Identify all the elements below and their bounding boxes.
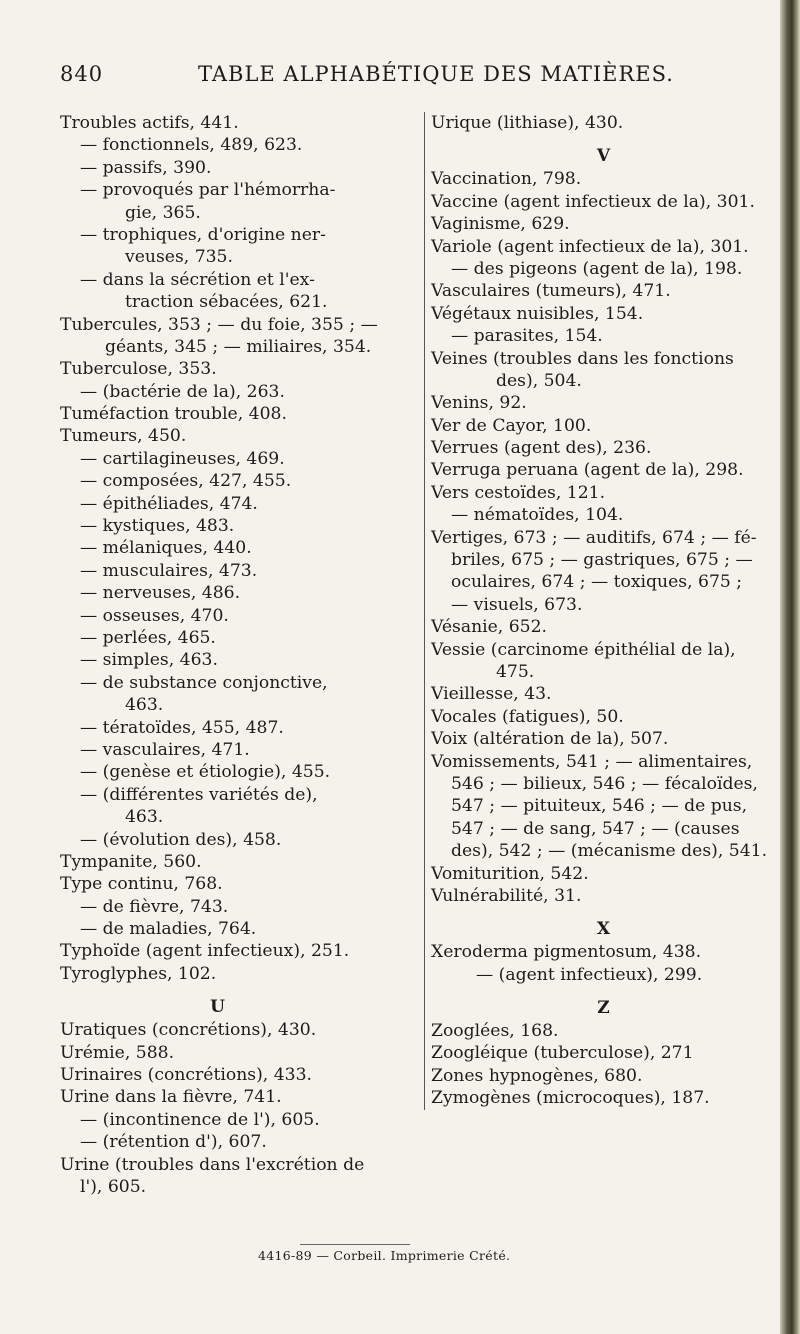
index-entry: Type continu, 768. — [60, 874, 223, 895]
index-entry: Veines (troubles dans les fonctions — [431, 348, 734, 369]
index-entry: Urine (troubles dans l'excrétion de — [60, 1154, 365, 1175]
index-entry: Verruga peruana (agent de la), 298. — [431, 460, 744, 481]
index-entry: 475. — [496, 661, 535, 682]
index-entry: — kystiques, 483. — [80, 516, 235, 537]
index-entry: Zones hypnogènes, 680. — [431, 1065, 643, 1086]
index-entry: — simples, 463. — [80, 650, 218, 671]
index-entry: — (genèse et étiologie), 455. — [80, 762, 331, 783]
index-entry: Tubercules, 353 ; — du foie, 355 ; — — [60, 314, 378, 335]
index-entry: — (bactérie de la), 263. — [80, 381, 285, 402]
index-entry: — (évolution des), 458. — [80, 829, 282, 850]
index-entry: Zooglées, 168. — [431, 1021, 559, 1042]
index-entry: — provoqués par l'hémorrha- — [80, 180, 336, 201]
index-entry: Verrues (agent des), 236. — [431, 438, 652, 459]
index-entry: 547 ; — pituiteux, 546 ; — de pus, — [451, 796, 748, 817]
index-entry: — visuels, 673. — [451, 594, 583, 615]
index-entry: Ver de Cayor, 100. — [431, 415, 592, 436]
index-entry: Variole (agent infectieux de la), 301. — [431, 236, 749, 257]
index-entry: — nématoïdes, 104. — [451, 505, 624, 526]
index-entry: Urique (lithiase), 430. — [431, 113, 624, 133]
index-entry: — vasculaires, 471. — [80, 739, 250, 760]
index-entry: 463. — [125, 807, 164, 828]
index-entry: — (agent infectieux), 299. — [476, 964, 703, 985]
section-letter: V — [596, 146, 611, 167]
index-entry: des), 504. — [496, 370, 582, 391]
index-entry: 546 ; — bilieux, 546 ; — fécaloïdes, — [451, 773, 758, 794]
index-entry: Vers cestoïdes, 121. — [431, 482, 606, 503]
index-entry: — (différentes variétés de), — [80, 784, 318, 805]
index-entry: — cartilagineuses, 469. — [80, 448, 285, 469]
index-entry: — des pigeons (agent de la), 198. — [451, 258, 743, 279]
index-entry: gie, 365. — [125, 202, 201, 223]
index-entry: Tuberculose, 353. — [60, 359, 217, 380]
section-letter: Z — [597, 998, 610, 1019]
index-entry: Tuméfaction trouble, 408. — [60, 404, 287, 425]
index-entry: Vaccination, 798. — [431, 169, 582, 190]
index-entry: — de substance conjonctive, — [80, 672, 328, 693]
index-entry: Vessie (carcinome épithélial de la), — [431, 639, 736, 660]
index-entry: Vocales (fatigues), 50. — [431, 706, 624, 727]
index-entry: — de fièvre, 743. — [80, 896, 229, 917]
index-entry: — perlées, 465. — [80, 627, 216, 648]
index-entry: Vertiges, 673 ; — auditifs, 674 ; — fé- — [431, 527, 757, 548]
index-entry: Venins, 92. — [431, 393, 527, 414]
section-letter: U — [210, 997, 225, 1018]
page-title: TABLE ALPHABÉTIQUE DES MATIÈRES. — [198, 62, 674, 86]
index-entry: — composées, 427, 455. — [80, 471, 292, 492]
index-entry: Zoogléique (tuberculose), 271 — [431, 1043, 694, 1064]
index-entry: géants, 345 ; — miliaires, 354. — [105, 336, 372, 357]
index-entry: Végétaux nuisibles, 154. — [431, 303, 644, 324]
index-entry: — mélaniques, 440. — [80, 538, 252, 559]
index-entry: Tyroglyphes, 102. — [60, 963, 217, 984]
index-entry: Troubles actifs, 441. — [60, 113, 239, 133]
index-entry: Uratiques (concrétions), 430. — [60, 1020, 317, 1041]
index-entry: Xeroderma pigmentosum, 438. — [431, 942, 702, 963]
index-entry: Vaccine (agent infectieux de la), 301. — [431, 191, 755, 212]
index-entry: — (rétention d'), 607. — [80, 1132, 267, 1153]
page-number: 840 — [60, 62, 104, 86]
index-entry: Typhoïde (agent infectieux), 251. — [60, 941, 350, 962]
index-entry: Urémie, 588. — [60, 1042, 175, 1063]
index-entry: 463. — [125, 695, 164, 716]
index-column-right — [424, 112, 786, 1110]
page-header — [60, 62, 760, 96]
index-column-left — [60, 112, 378, 1198]
index-entry: Vieillesse, 43. — [431, 684, 552, 705]
index-entry: — musculaires, 473. — [80, 560, 258, 581]
index-entry: — passifs, 390. — [80, 157, 212, 178]
footer-rule — [300, 1244, 410, 1245]
index-entry: Tympanite, 560. — [60, 851, 202, 872]
index-entry: Vomiturition, 542. — [431, 863, 589, 884]
index-entry: — fonctionnels, 489, 623. — [80, 135, 303, 156]
index-entry: — (incontinence de l'), 605. — [80, 1109, 320, 1130]
index-entry: — trophiques, d'origine ner- — [80, 224, 326, 245]
index-entry: — de maladies, 764. — [80, 919, 257, 940]
index-entry: 547 ; — de sang, 547 ; — (causes — [451, 818, 740, 839]
index-entry: Zymogènes (microcoques), 187. — [431, 1088, 710, 1109]
index-entry: Vulnérabilité, 31. — [431, 885, 582, 906]
index-entry: — tératoïdes, 455, 487. — [80, 717, 284, 738]
index-entry: l'), 605. — [80, 1176, 147, 1197]
index-entry: — dans la sécrétion et l'ex- — [80, 269, 315, 290]
index-entry: Vomissements, 541 ; — alimentaires, — [431, 751, 753, 772]
index-entry: Vasculaires (tumeurs), 471. — [431, 281, 671, 302]
index-entry: Urine dans la fièvre, 741. — [60, 1087, 282, 1108]
index-entry: — épithéliades, 474. — [80, 493, 258, 514]
index-entry: des), 542 ; — (mécanisme des), 541. — [451, 841, 768, 862]
printer-footer: 4416-89 — Corbeil. Imprimerie Crété. — [258, 1248, 511, 1263]
index-entry: oculaires, 674 ; — toxiques, 675 ; — [451, 572, 743, 593]
index-entry: — parasites, 154. — [451, 326, 603, 347]
index-entry: Voix (altération de la), 507. — [431, 729, 669, 750]
book-page-edge — [780, 0, 800, 1334]
index-entry: Vaginisme, 629. — [431, 214, 570, 235]
index-entry: — nerveuses, 486. — [80, 583, 241, 604]
index-entry: Tumeurs, 450. — [60, 426, 187, 447]
section-letter: X — [596, 919, 611, 940]
index-entry: — osseuses, 470. — [80, 605, 229, 626]
index-entry: Urinaires (concrétions), 433. — [60, 1065, 312, 1086]
index-entry: Vésanie, 652. — [431, 617, 548, 638]
index-entry: briles, 675 ; — gastriques, 675 ; — — [451, 550, 753, 571]
index-entry: traction sébacées, 621. — [125, 292, 328, 313]
index-entry: veuses, 735. — [125, 247, 233, 268]
